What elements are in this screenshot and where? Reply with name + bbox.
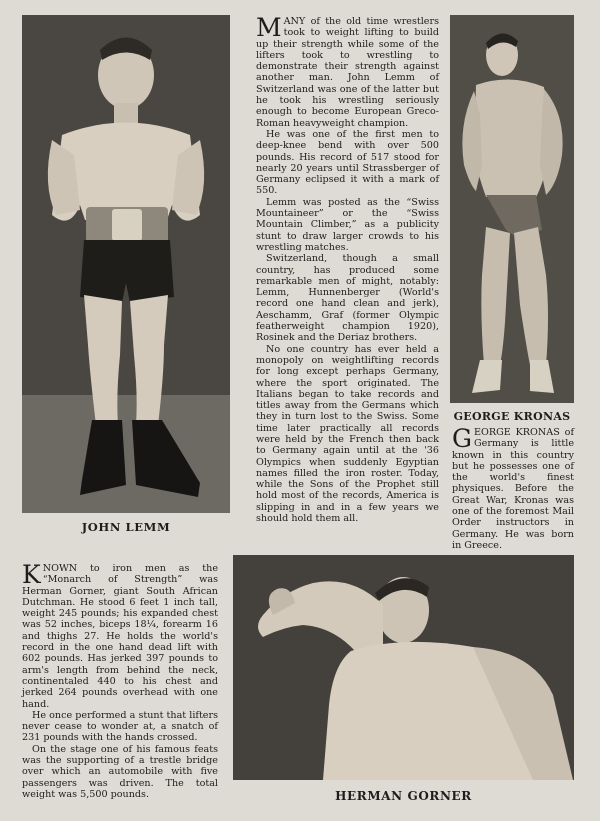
lemm-para-5: No one country has ever held a monopoly on weightlifting records for long except perhaps Germany, where the sport originated. The Italians began to take records and titles away from the Germans which they in turn lost to the Swiss. Some time later practically all records were held by the French then back to Germany again until at the '36 Olympics when suddenly Egyptian names filled the iron roster. Today, while the Sons of the Prophet still hold most of the records, America is slipping in and in a few years we should hold them all. xyxy=(256,343,439,525)
gorner-para-3: On the stage one of his famous feats was the supporting of a trestle bridge over which an automobile with five passengers was driven. The total weight was 5,500 pounds. xyxy=(22,743,218,800)
herman-gorner-caption: HERMAN GORNER xyxy=(335,789,472,803)
gorner-para-1: KNOWN to iron men as the “Monarch of Strength” was Herman Gorner, giant South African Dutchman. He stood 6 feet 1 inch tall, weight 245 pounds; his expanded chest was 52 inches, biceps 18¼, forearm 16 and thighs 27. He holds the world's record in the one hand dead lift with 602 pounds. Has jerked 397 pounds to arm's length from behind the neck, continentaled 440 to his chest and jerked 264 pounds overhead with one hand. xyxy=(22,560,218,710)
lemm-para-1: MANY of the old time wrestlers took to weight lifting to build up their strength while some of the lifters took to wrestling to demonstrate their strength against another man. John Lemm of Switzerland was one of the latter but he took his wrestling seriously enough to become European Greco-Roman heavyweight champion. xyxy=(256,13,439,129)
gorner-para-2: He once performed a stunt that lifters never cease to wonder at, a snatch of 231 pounds with the hands crossed. xyxy=(22,709,218,744)
lemm-para-4: Switzerland, though a small country, has produced some remarkable men of might, notably: Lemm, Hunnenberger (World's record one hand clean and jerk), Aeschamm, Graf (former Olympic featherweight champion 1920), Rosinek and the Deriaz brothers. xyxy=(256,253,439,344)
john-lemm-photo xyxy=(22,15,230,513)
george-kronas-caption: GEORGE KRONAS xyxy=(453,410,571,423)
gorner-drop-cap: K xyxy=(22,560,41,589)
herman-gorner-photo xyxy=(233,555,574,780)
john-lemm-caption: JOHN LEMM xyxy=(81,520,171,534)
kronas-article xyxy=(452,424,574,551)
george-kronas-photo xyxy=(450,15,574,403)
lemm-article xyxy=(256,13,439,525)
lemm-drop-cap: M xyxy=(256,13,282,42)
kronas-para-1: GEORGE KRONAS of Germany is little known in this country but he possesses one of the world's finest physiques. Before the Great War, Kronas was one of the foremost Mail Order instructors in Germany. He was born in Greece. xyxy=(452,424,574,551)
lemm-para-3: Lemm was posted as the “Swiss Mountaineer” or the “Swiss Mountain Climber,” as a publicity stunt to draw larger crowds to his wrestling matches. xyxy=(256,196,439,253)
kronas-drop-cap: G xyxy=(452,424,472,453)
lemm-para-2: He was one of the first men to deep-knee bend with over 500 pounds. His record of 517 stood for nearly 20 years until Strassberger of Germany eclipsed it with a mark of 550. xyxy=(256,128,439,197)
gorner-article xyxy=(22,560,218,800)
